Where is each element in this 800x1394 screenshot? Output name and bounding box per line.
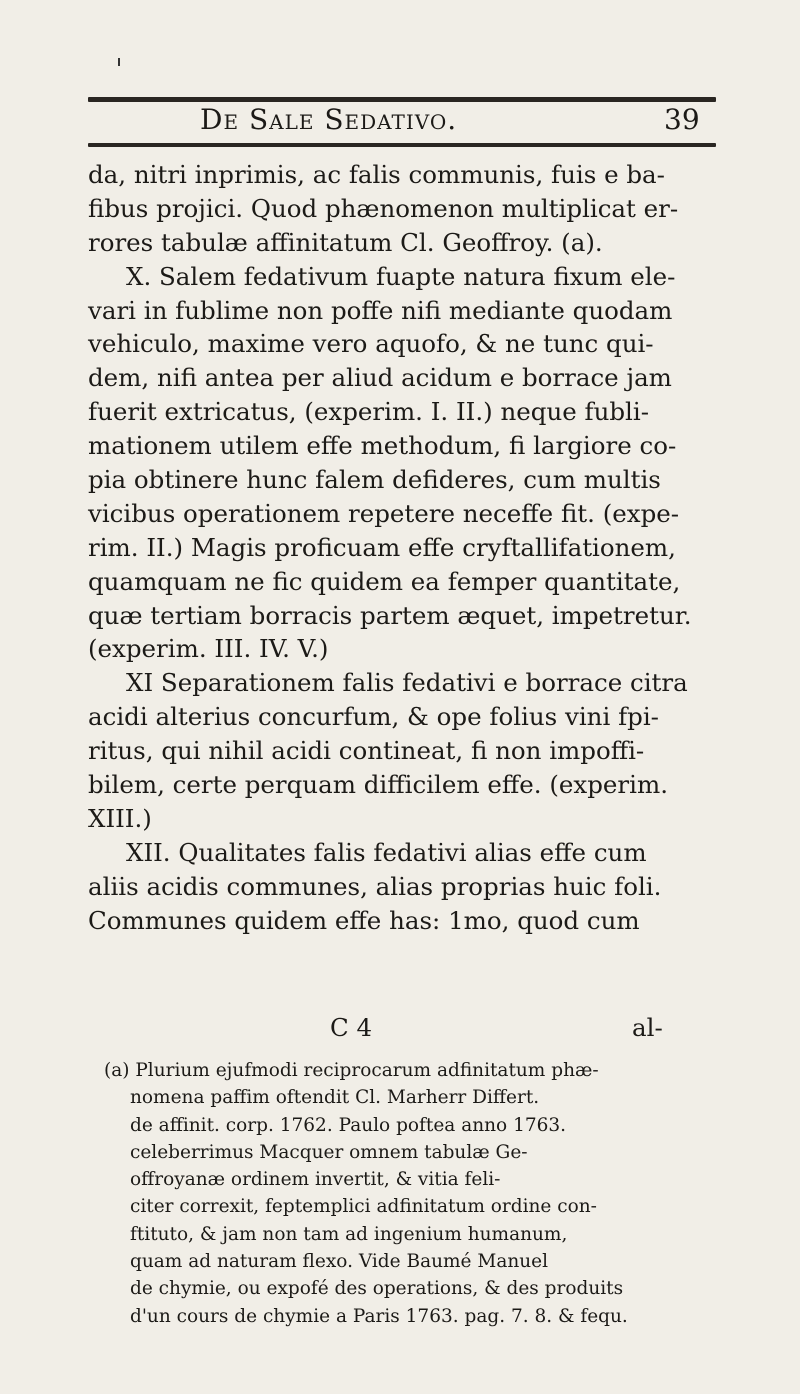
- text-line: vehiculo, maxime vero aquofo, & ne tunc qui-: [88, 329, 654, 359]
- catchword: al-: [632, 1013, 663, 1042]
- text-line: fuerit extricatus, (experim. I. II.) neque fubli-: [88, 397, 649, 427]
- footnote-line: celeberrimus Macquer omnem tabulæ Ge-: [130, 1141, 528, 1163]
- text-line: rim. II.) Magis proficuam effe cryftallifationem,: [88, 532, 676, 562]
- text-line: quæ tertiam borracis partem æquet, impetretur.: [88, 600, 692, 630]
- text-line: vari in fublime non poffe nifi mediante quodam: [88, 295, 673, 325]
- text-line: pia obtinere hunc falem defideres, cum multis: [88, 465, 661, 495]
- print-mark: [118, 58, 120, 66]
- text-line: aliis acidis communes, alias proprias huic foli.: [88, 871, 662, 901]
- running-head: De Sale Sedativo.: [200, 103, 458, 136]
- footnote-line: citer correxit, feptemplici adfinitatum ordine con-: [130, 1196, 597, 1218]
- text-line: da, nitri inprimis, ac falis communis, fuis e ba-: [88, 160, 665, 189]
- text-line: Communes quidem effe has: 1mo, quod cum: [88, 905, 640, 935]
- footnote-line: (a) Plurium ejufmodi reciprocarum adfinitatum phæ-: [104, 1060, 599, 1081]
- text-line: rores tabulæ affinitatum Cl. Geoffroy. (a).: [88, 227, 603, 257]
- text-line: mationem utilem effe methodum, fi largiore co-: [88, 431, 677, 461]
- header-rule-bottom: [88, 143, 716, 147]
- footnote-line: quam ad naturam flexo. Vide Baumé Manuel: [130, 1251, 549, 1273]
- text-line: dem, nifi antea per aliud acidum e borrace jam: [88, 363, 672, 393]
- text-line: ritus, qui nihil acidi contineat, fi non impoffi-: [88, 736, 645, 766]
- text-line: (experim. III. IV. V.): [88, 634, 329, 664]
- footnote-line: offroyanæ ordinem invertit, & vitia feli-: [130, 1169, 501, 1191]
- section-xii-start: XII. Qualitates falis fedativi alias effe cum: [126, 837, 647, 867]
- text-line: acidi alterius concurfum, & ope folius vini fpi-: [88, 702, 659, 732]
- text-line: quamquam ne fic quidem ea femper quantitate,: [88, 566, 681, 596]
- footnote: [104, 1057, 748, 1330]
- text-line: vicibus operationem repetere neceffe fit. (expe-: [88, 498, 680, 528]
- page-number: 39: [664, 103, 700, 136]
- text-line: XIII.): [88, 803, 152, 833]
- text-line: fibus projici. Quod phænomenon multiplicat er-: [88, 193, 679, 223]
- main-text: [88, 158, 728, 937]
- footnote-line: de chymie, ou expofé des operations, & des produits: [130, 1278, 624, 1300]
- signature-mark: C 4: [330, 1013, 373, 1042]
- footnote-line: nomena paffim oftendit Cl. Marherr Differt.: [130, 1087, 540, 1109]
- section-x-start: X. Salem fedativum fuapte natura fixum ele-: [126, 261, 676, 291]
- footnote-line: de affinit. corp. 1762. Paulo poftea anno 1763.: [130, 1114, 567, 1136]
- header-rule-top: [88, 97, 716, 102]
- footnote-line: ftituto, & jam non tam ad ingenium humanum,: [130, 1223, 568, 1245]
- footnote-line: d'un cours de chymie a Paris 1763. pag. 7. 8. & fequ.: [130, 1305, 628, 1327]
- section-xi-start: XI Separationem falis fedativi e borrace citra: [126, 668, 688, 698]
- text-line: bilem, certe perquam difficilem effe. (experim.: [88, 770, 668, 800]
